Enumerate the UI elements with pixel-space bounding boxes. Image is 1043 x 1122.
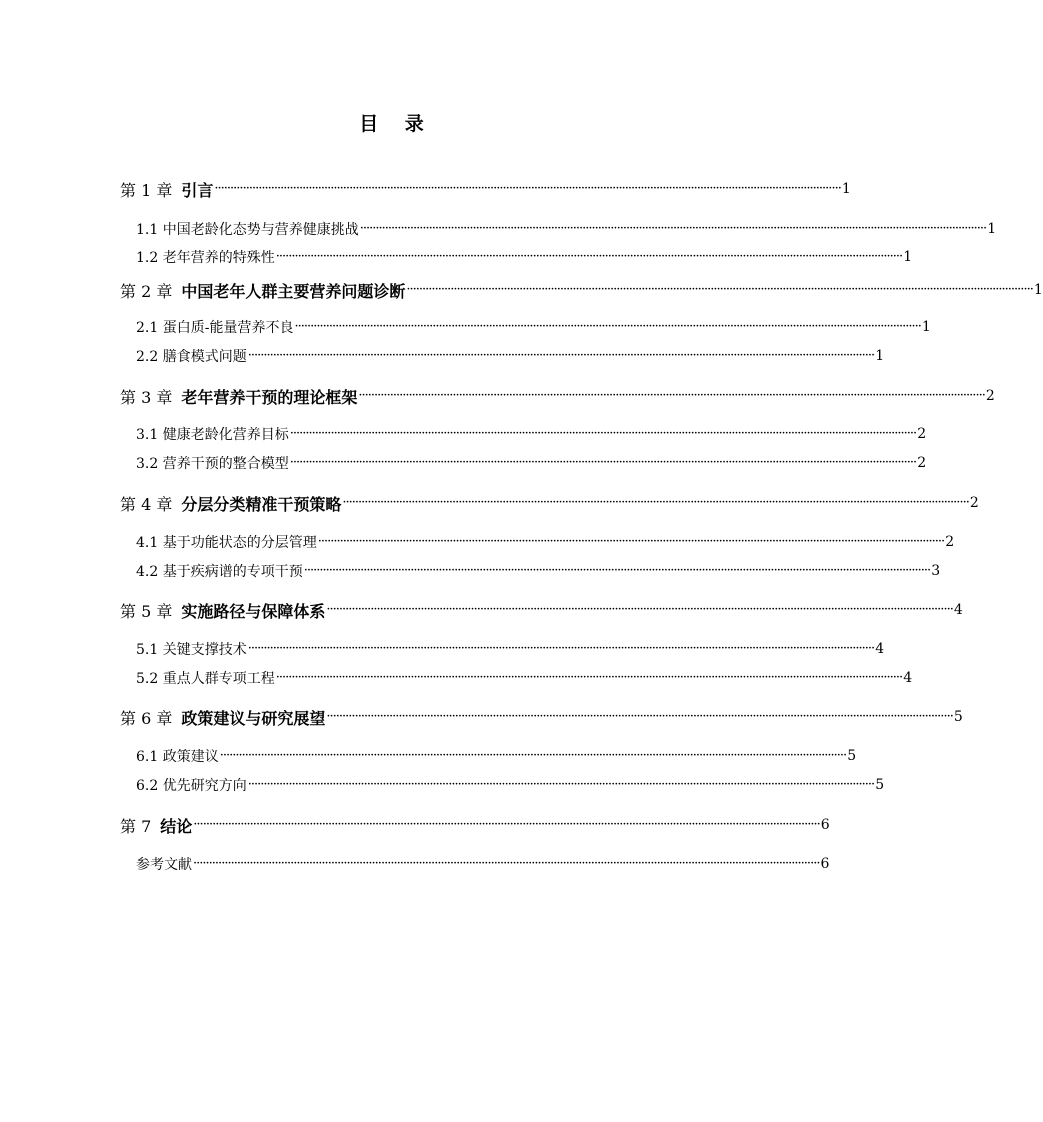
chapter-label <box>120 279 405 302</box>
page-number: 1 <box>921 319 931 335</box>
chapter-number: 第 5 章 <box>120 601 173 621</box>
dot-leader: ········································································································································································································ <box>406 282 1033 297</box>
page-number: 5 <box>953 709 963 725</box>
chapter-number: 第 1 章 <box>120 180 173 200</box>
chapter-title: 政策建议与研究展望 <box>181 708 326 728</box>
chapter-number: 第 7 <box>120 816 152 836</box>
toc-entry-s52[interactable] <box>136 665 913 691</box>
page-number: 4 <box>875 641 885 657</box>
chapter-label <box>120 178 213 201</box>
toc-entry-s31[interactable] <box>136 421 927 447</box>
page-number: 1 <box>903 249 913 265</box>
toc-entry-s12[interactable] <box>136 244 913 270</box>
toc-entry-s51[interactable] <box>136 636 885 662</box>
page-number: 4 <box>903 670 913 686</box>
page-number: 2 <box>917 455 927 471</box>
toc-entry-c4[interactable] <box>120 490 979 516</box>
toc-entry-c3[interactable] <box>120 383 995 409</box>
toc-entry-s42[interactable] <box>136 558 941 584</box>
page-number: 2 <box>917 426 927 442</box>
page-number: 2 <box>985 388 995 404</box>
dot-leader: ········································································································································································································ <box>317 534 945 549</box>
section-title: 2.1 蛋白质-能量营养不良 <box>136 320 294 336</box>
toc-entry-c7[interactable] <box>120 812 830 838</box>
chapter-number: 第 4 章 <box>120 494 173 514</box>
page-number: 5 <box>875 777 885 793</box>
chapter-title: 老年营养干预的理论框架 <box>181 387 358 407</box>
chapter-label <box>120 385 357 408</box>
chapter-number: 第 6 章 <box>120 708 173 728</box>
toc-title: 目 录 <box>359 113 434 135</box>
dot-leader: ········································································································································································································ <box>247 641 875 656</box>
dot-leader: ········································································································································································································ <box>326 602 953 617</box>
dot-leader: ········································································································································································································ <box>303 563 931 578</box>
toc-entry-s62[interactable] <box>136 772 885 798</box>
toc-entry-ref[interactable] <box>136 851 830 877</box>
toc-entry-c2[interactable] <box>120 277 1043 303</box>
toc-entry-c5[interactable] <box>120 597 963 623</box>
section-title: 3.2 营养干预的整合模型 <box>136 456 289 472</box>
chapter-label <box>120 492 341 515</box>
dot-leader: ········································································································································································································ <box>342 495 969 510</box>
dot-leader: ········································································································································································································ <box>247 777 875 792</box>
section-title: 参考文献 <box>136 857 192 873</box>
dot-leader: ········································································································································································································ <box>193 817 820 832</box>
page-number: 2 <box>945 534 955 550</box>
page-number: 6 <box>820 817 830 833</box>
page-number: 5 <box>847 748 857 764</box>
dot-leader: ········································································································································································································ <box>193 856 820 871</box>
page-number: 6 <box>820 856 830 872</box>
section-title: 4.2 基于疾病谱的专项干预 <box>136 564 303 580</box>
dot-leader: ········································································································································································································ <box>294 319 921 334</box>
dot-leader: ········································································································································································································ <box>214 181 841 196</box>
section-title: 1.2 老年营养的特殊性 <box>136 250 275 266</box>
chapter-title: 实施路径与保障体系 <box>181 601 326 621</box>
dot-leader: ········································································································································································································ <box>289 426 917 441</box>
dot-leader: ········································································································································································································ <box>247 348 875 363</box>
chapter-title: 分层分类精准干预策略 <box>181 494 342 514</box>
dot-leader: ········································································································································································································ <box>219 748 847 763</box>
chapter-label <box>120 706 325 729</box>
chapter-title: 引言 <box>181 180 214 200</box>
dot-leader: ········································································································································································································ <box>275 249 903 264</box>
toc-entry-c6[interactable] <box>120 704 963 730</box>
page-number: 2 <box>969 495 979 511</box>
toc-entry-s11[interactable] <box>136 216 997 242</box>
dot-leader: ········································································································································································································ <box>326 709 953 724</box>
dot-leader: ········································································································································································································ <box>358 388 985 403</box>
toc-entry-s22[interactable] <box>136 343 885 369</box>
section-title: 1.1 中国老龄化态势与营养健康挑战 <box>136 222 359 238</box>
dot-leader: ········································································································································································································ <box>289 455 917 470</box>
toc-entry-s61[interactable] <box>136 743 857 769</box>
section-title: 3.1 健康老龄化营养目标 <box>136 427 289 443</box>
toc-entry-s32[interactable] <box>136 450 927 476</box>
chapter-title: 结论 <box>160 816 193 836</box>
page-number: 1 <box>987 221 997 237</box>
dot-leader: ········································································································································································································ <box>359 221 987 236</box>
toc-entry-c1[interactable] <box>120 176 851 202</box>
chapter-label <box>120 814 192 837</box>
dot-leader: ········································································································································································································ <box>275 670 903 685</box>
page-number: 1 <box>841 181 851 197</box>
chapter-number: 第 2 章 <box>120 281 173 301</box>
section-title: 4.1 基于功能状态的分层管理 <box>136 535 317 551</box>
chapter-title: 中国老年人群主要营养问题诊断 <box>181 281 406 301</box>
page-number: 1 <box>1033 282 1043 298</box>
section-title: 2.2 膳食模式问题 <box>136 349 247 365</box>
page-number: 1 <box>875 348 885 364</box>
page-number: 4 <box>953 602 963 618</box>
page-number: 3 <box>931 563 941 579</box>
section-title: 5.2 重点人群专项工程 <box>136 671 275 687</box>
section-title: 5.1 关键支撑技术 <box>136 642 247 658</box>
toc-entry-s41[interactable] <box>136 529 955 555</box>
section-title: 6.2 优先研究方向 <box>136 778 247 794</box>
chapter-label <box>120 599 325 622</box>
toc-entry-s21[interactable] <box>136 314 931 340</box>
chapter-number: 第 3 章 <box>120 387 173 407</box>
section-title: 6.1 政策建议 <box>136 749 219 765</box>
